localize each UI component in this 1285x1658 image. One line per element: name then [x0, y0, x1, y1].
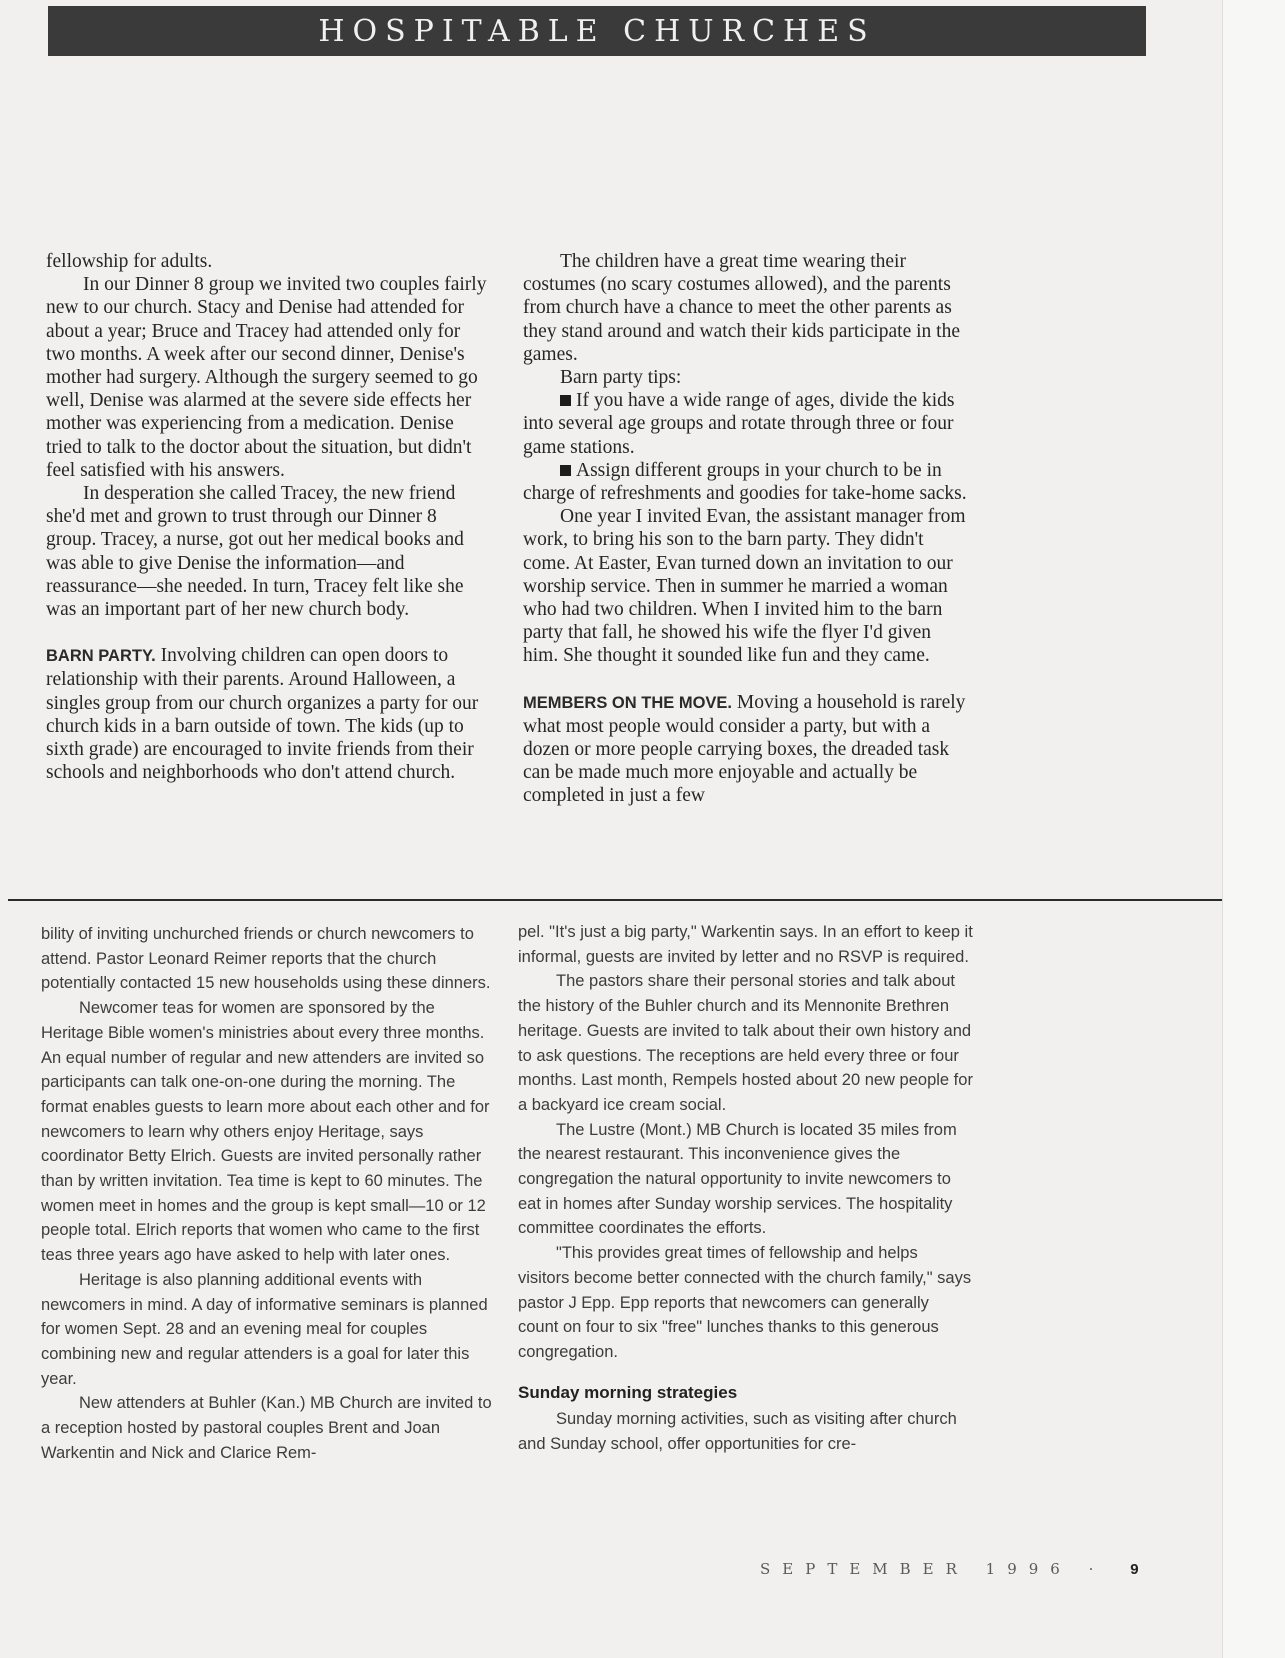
- square-bullet-icon: [560, 465, 571, 476]
- paragraph: One year I invited Evan, the assistant manager from work, to bring his son to the barn party. They didn't come. At Easter, Evan turned down an invitation to our worship service. Then in summer he married a woman who had two children. When I invited him to the barn party that fall, he showed his wife the flyer I'd given him. She thought it sounded like fun and they came.: [523, 506, 966, 667]
- bottom-left-column: [41, 922, 496, 1465]
- barn-party-text: Involving children can open doors to relationship with their parents. Around Halloween, a singles group from our church organizes a party for our church kids in a barn outside of town. The kids (up to sixth grade) are encouraged to invite friends from their schools and neighborhoods who don't attend church.: [46, 645, 479, 784]
- page-number: 9: [1130, 1561, 1139, 1578]
- paragraph: The Lustre (Mont.) MB Church is located 35 miles from the nearest restaurant. This inconvenience gives the congregation the natural opportunity to invite newcomers to eat in homes after Sunday worship services. The hospitality committee coordinates the efforts.: [518, 1120, 957, 1238]
- subheading: Sunday morning strategies: [518, 1382, 738, 1402]
- paragraph: Barn party tips:: [560, 367, 682, 389]
- members-heading: MEMBERS ON THE MOVE.: [523, 693, 733, 712]
- tip-text: Assign different groups in your church to be in charge of refreshments and goodies for take-home sacks.: [523, 459, 967, 505]
- tip-item: [523, 459, 968, 505]
- paragraph: Sunday morning activities, such as visiting after church and Sunday school, offer opportunities for cre-: [518, 1410, 957, 1454]
- page-footer: [760, 1560, 1139, 1578]
- paragraph: Heritage is also planning additional events with newcomers in mind. A day of informative seminars is planned for women Sept. 28 and an evening meal for couples combining new and regular attenders is a goal for later this year.: [41, 1270, 488, 1388]
- barn-party-heading: BARN PARTY.: [46, 647, 156, 666]
- issue-date: SEPTEMBER 1996: [760, 1560, 1072, 1578]
- footer-separator: ·: [1088, 1560, 1106, 1578]
- section-title: HOSPITABLE CHURCHES: [318, 13, 876, 49]
- members-text: Moving a household is rarely what most people would consider a party, but with a dozen or more people carrying boxes, the dreaded task can be made much more enjoyable and actually be completed in just a few: [523, 691, 966, 807]
- paragraph: Newcomer teas for women are sponsored by the Heritage Bible women's ministries about every three months. An equal number of regular and new attenders are invited so participants can talk one-on-one during the morning. The format enables guests to learn more about each other and for newcomers to learn why others enjoy Heritage, says coordinator Betty Elrich. Guests are invited personally rather than by written invitation. Tea time is kept to 60 minutes. The women meet in homes and the group is kept small—10 or 12 people total. Elrich reports that women who came to the first teas three years ago have asked to help with later ones.: [41, 999, 490, 1265]
- paragraph: In desperation she called Tracey, the new friend she'd met and grown to trust through our Dinner 8 group. Tracey, a nurse, got out her medical books and was able to give Denise the information—and reassurance—she needed. In turn, Tracey felt like she was an important part of her new church body.: [46, 483, 464, 621]
- paragraph: New attenders at Buhler (Kan.) MB Church are invited to a reception hosted by pastoral couples Brent and Joan Warkentin and Nick and Clarice Rem-: [41, 1394, 492, 1462]
- tip-text: If you have a wide range of ages, divide the kids into several age groups and rotate through three or four game stations.: [523, 390, 955, 458]
- bottom-right-column: [518, 920, 973, 1457]
- members-on-the-move-paragraph: [523, 691, 968, 808]
- paragraph: In our Dinner 8 group we invited two couples fairly new to our church. Stacy and Denise had attended for about a year; Bruce and Tracey had attended only for two months. A week after our second dinner, Denise's mother had surgery. Although the surgery seemed to go well, Denise was alarmed at the severe side effects her mother was experiencing from a medication. Denise tried to talk to the doctor about the situation, but didn't feel satisfied with his answers.: [46, 274, 487, 481]
- paragraph: The pastors share their personal stories and talk about the history of the Buhler church and its Mennonite Brethren heritage. Guests are invited to talk about their own history and to ask questions. The receptions are held every three or four months. Last month, Rempels hosted about 20 new people for a backyard ice cream social.: [518, 972, 973, 1114]
- top-right-column: [523, 250, 968, 808]
- barn-party-paragraph: [46, 644, 491, 784]
- paragraph: bility of inviting unchurched friends or church newcomers to attend. Pastor Leonard Reimer reports that the church potentially contacted 15 new households using these dinners.: [41, 925, 491, 993]
- square-bullet-icon: [560, 395, 571, 406]
- top-left-column: [46, 250, 491, 784]
- tip-item: [523, 389, 968, 459]
- paragraph: "This provides great times of fellowship and helps visitors become better connected with the church family," says pastor J Epp. Epp reports that newcomers can generally count on four to six "free" lunches thanks to this generous congregation.: [518, 1244, 972, 1361]
- paragraph: The children have a great time wearing their costumes (no scary costumes allowed), and the parents from church have a chance to meet the other parents as they stand around and watch their kids participate in the games.: [523, 251, 960, 365]
- paragraph: pel. "It's just a big party," Warkentin says. In an effort to keep it informal, guests are invited by letter and no RSVP is required.: [518, 923, 973, 966]
- paragraph: fellowship for adults.: [46, 251, 213, 272]
- page-edge: [1222, 0, 1285, 1658]
- section-divider: [8, 899, 1222, 901]
- section-header-bar: [48, 6, 1146, 56]
